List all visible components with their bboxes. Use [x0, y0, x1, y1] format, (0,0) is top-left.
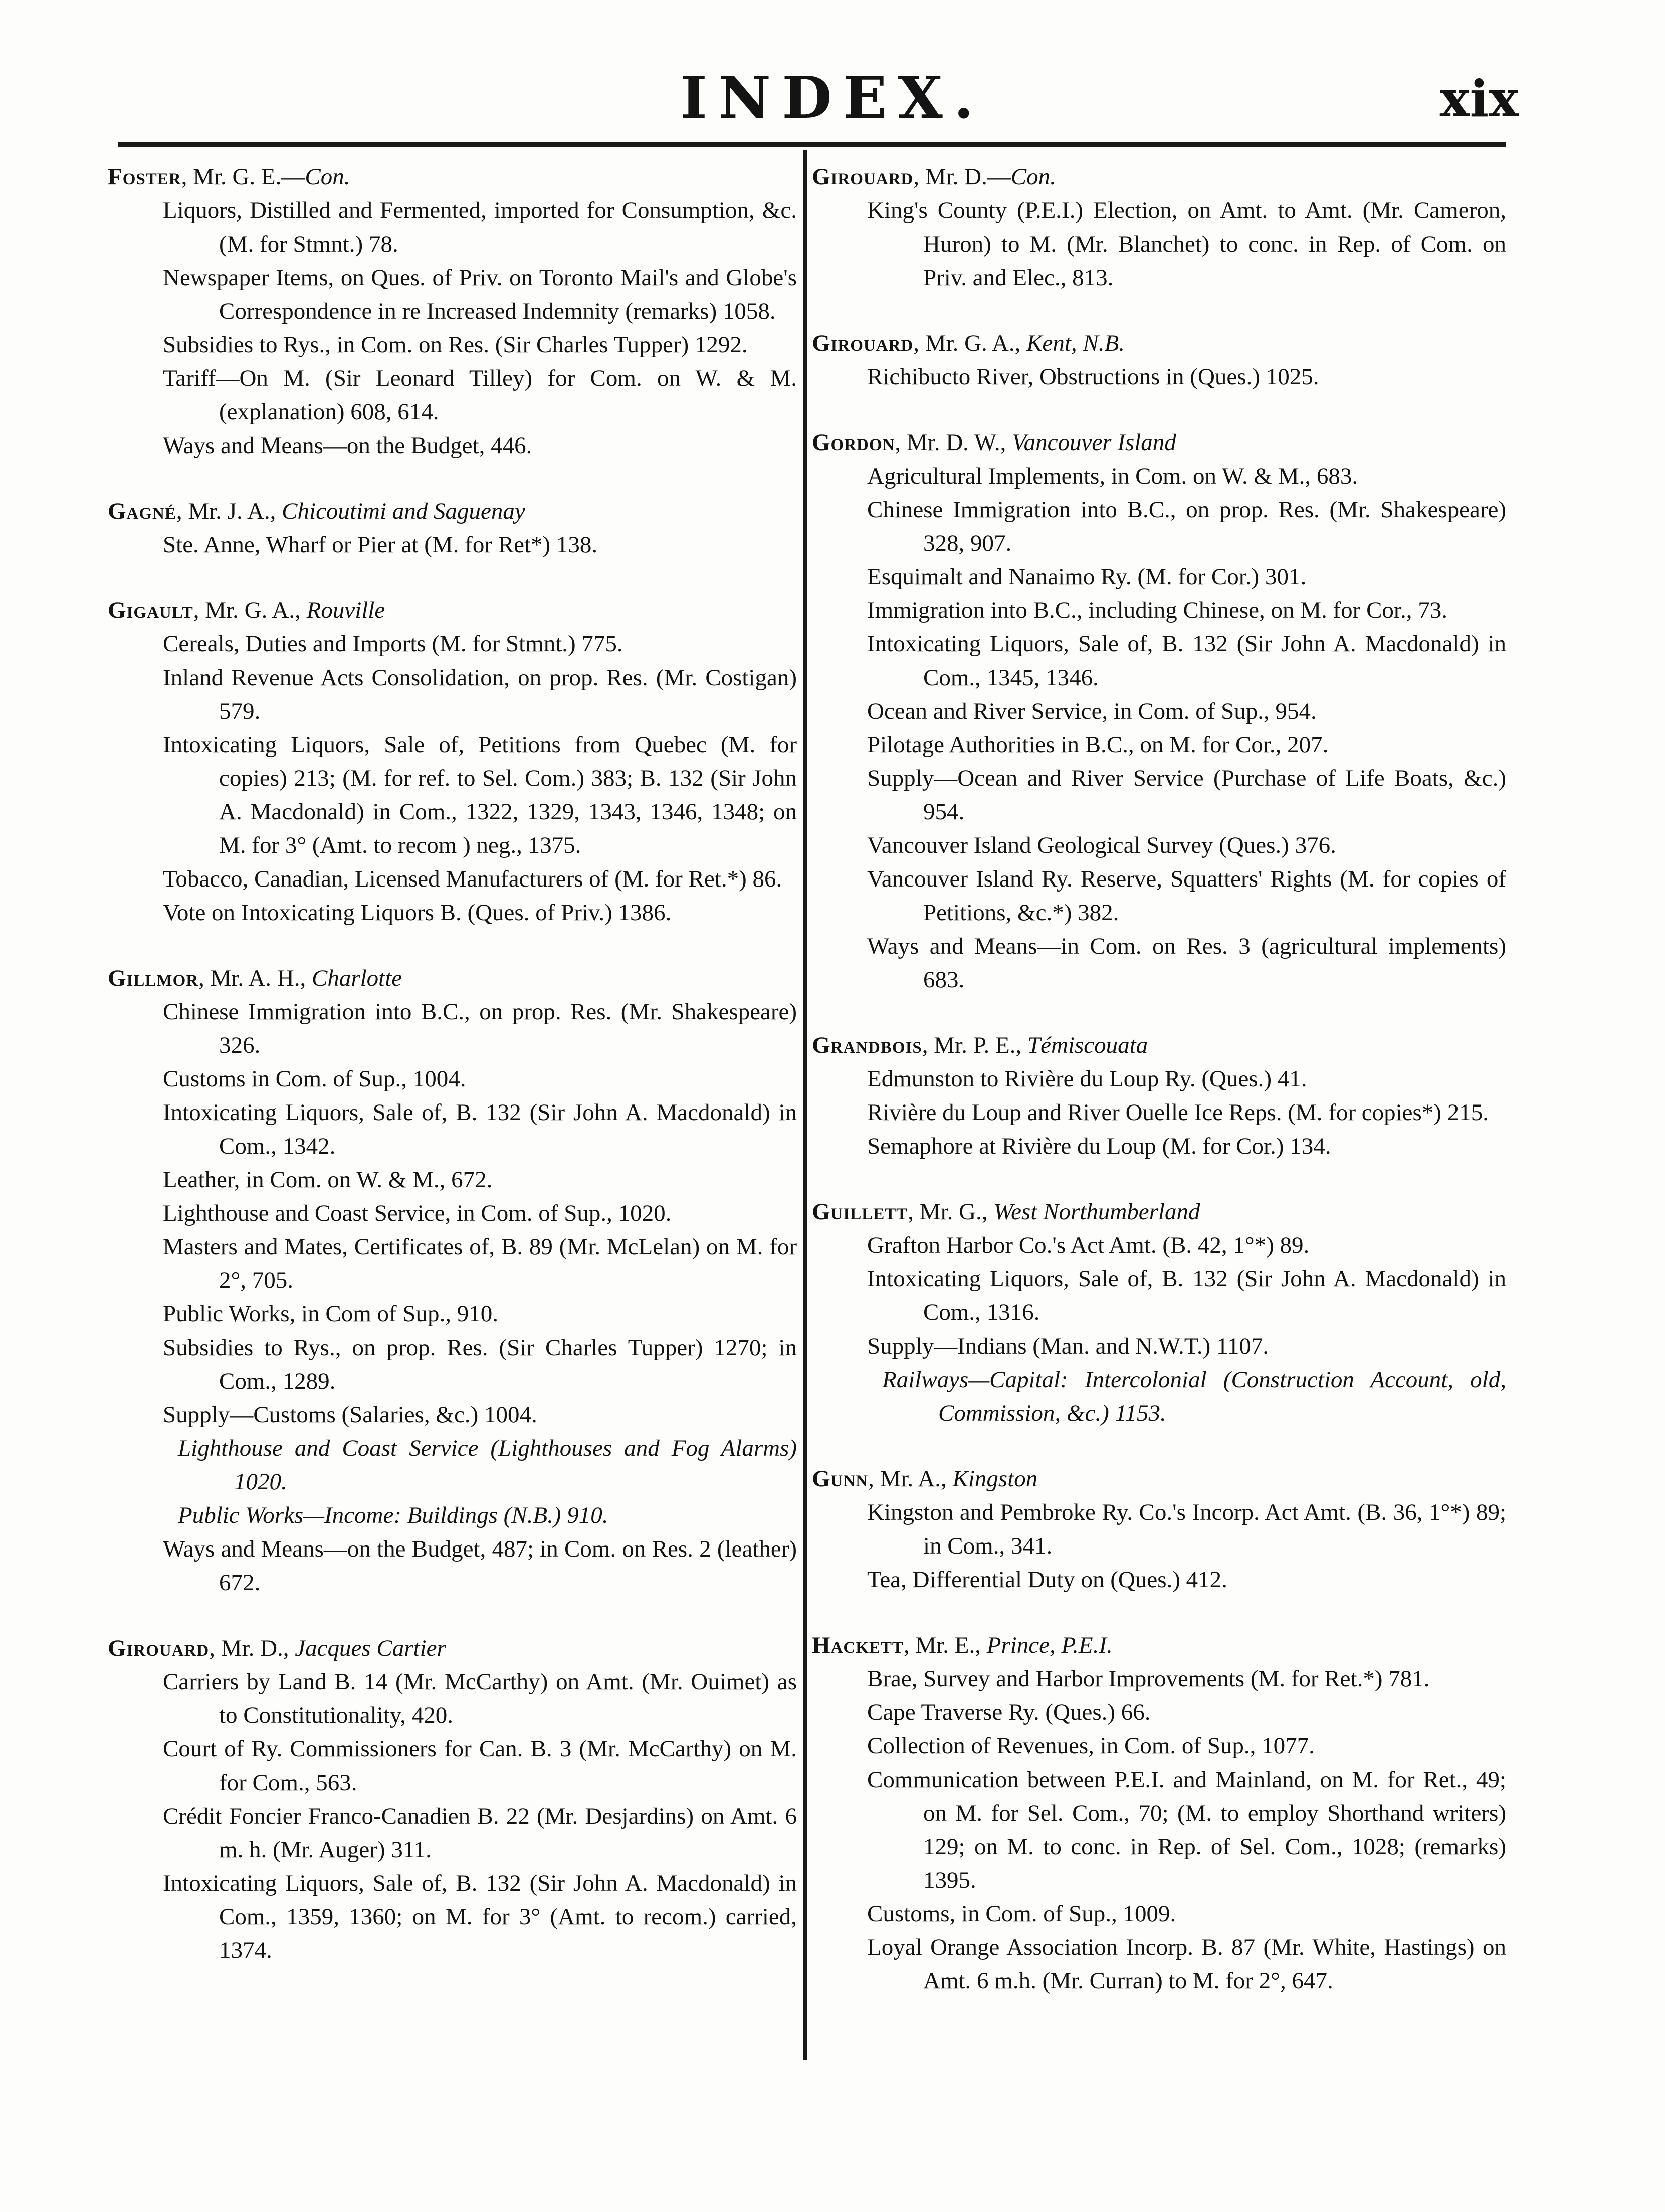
index-item: Ways and Means—on the Budget, 487; in Com. on Res. 2 (leather) 672.: [163, 1536, 797, 1596]
index-item: Crédit Foncier Franco-Canadien B. 22 (Mr. Desjardins) on Amt. 6 m. h. (Mr. Auger) 311.: [163, 1803, 797, 1863]
index-item: Carriers by Land B. 14 (Mr. McCarthy) on Amt. (Mr. Ouimet) as to Constitutionality, 420.: [163, 1669, 797, 1728]
index-item: Intoxicating Liquors, Sale of, B. 132 (Sir John A. Macdonald) in Com., 1345, 1346.: [867, 631, 1506, 691]
index-item: Ways and Means—on the Budget, 446.: [163, 432, 532, 459]
index-item: Vancouver Island Ry. Reserve, Squatters' Rights (M. for copies of Petitions, &c.*) 382.: [867, 866, 1506, 926]
member-constituency: Con.: [305, 164, 350, 190]
index-item: Inland Revenue Acts Consolidation, on prop. Res. (Mr. Costigan) 579.: [163, 665, 797, 724]
member-name: , Mr. D. W.,: [895, 429, 1012, 456]
index-item: Customs in Com. of Sup., 1004.: [163, 1066, 466, 1092]
member-constituency: Jacques Cartier: [295, 1635, 446, 1661]
member-surname: Guillett: [812, 1199, 908, 1225]
index-item: Tariff—On M. (Sir Leonard Tilley) for Com. on W. & M. (explanation) 608, 614.: [163, 365, 797, 425]
index-item: Chinese Immigration into B.C., on prop. Res. (Mr. Shakespeare) 328, 907.: [867, 497, 1506, 556]
index-item: Chinese Immigration into B.C., on prop. Res. (Mr. Shakespeare) 326.: [163, 999, 797, 1058]
index-item: Customs, in Com. of Sup., 1009.: [867, 1901, 1176, 1927]
member-surname: Gagné: [108, 498, 176, 524]
index-item: Leather, in Com. on W. & M., 672.: [163, 1167, 493, 1193]
member-name: , Mr. P. E.,: [922, 1032, 1028, 1058]
index-item: Ways and Means—in Com. on Res. 3 (agricultural implements) 683.: [867, 933, 1506, 993]
index-item: Ste. Anne, Wharf or Pier at (M. for Ret*) 138.: [163, 532, 598, 558]
entry-heading: [108, 160, 797, 194]
page-number: xix: [1439, 69, 1519, 128]
member-surname: Hackett: [812, 1632, 904, 1658]
index-item: Loyal Orange Association Incorp. B. 87 (Mr. White, Hastings) on Amt. 6 m.h. (Mr. Curran) to M. for 2°, 647.: [867, 1934, 1506, 1994]
index-item: Newspaper Items, on Ques. of Priv. on Toronto Mail's and Globe's Correspondence in re Increased Indemnity (remarks) 1058.: [163, 265, 797, 324]
index-entry: [812, 1462, 1506, 1597]
index-entry: [108, 594, 797, 930]
index-item: Cereals, Duties and Imports (M. for Stmnt.) 775.: [163, 631, 623, 657]
entry-heading: [812, 426, 1506, 460]
index-entry: [108, 495, 797, 562]
entry-heading: [108, 495, 797, 528]
index-item: Subsidies to Rys., on prop. Res. (Sir Charles Tupper) 1270; in Com., 1289.: [163, 1335, 797, 1394]
member-surname: Foster: [108, 164, 181, 190]
index-item: Court of Ry. Commissioners for Can. B. 3 (Mr. McCarthy) on M. for Com., 563.: [163, 1736, 797, 1796]
index-item: Communication between P.E.I. and Mainland, on M. for Ret., 49; on M. for Sel. Com., 70; (M. to employ Shorthand writers) 129; on M. to conc. in Rep. of Sel. Com., 1028; (remarks) 1395.: [867, 1766, 1506, 1893]
entry-heading: [108, 594, 797, 627]
index-entry: [108, 160, 797, 463]
index-item: King's County (P.E.I.) Election, on Amt. to Amt. (Mr. Cameron, Huron) to M. (Mr. Blanchet) to conc. in Rep. of Com. on Priv. and Elec., 813.: [867, 197, 1506, 291]
index-entry: [812, 327, 1506, 394]
index-item: Supply—Customs (Salaries, &c.) 1004.: [163, 1402, 537, 1428]
member-constituency: Prince, P.E.I.: [986, 1632, 1113, 1658]
member-constituency: Kingston: [952, 1466, 1038, 1492]
index-item: Brae, Survey and Harbor Improvements (M. for Ret.*) 781.: [867, 1666, 1430, 1692]
member-surname: Girouard: [812, 330, 914, 356]
member-surname: Grandbois: [812, 1032, 922, 1058]
index-item: Ocean and River Service, in Com. of Sup., 954.: [867, 698, 1317, 724]
index-entry: [812, 160, 1506, 295]
index-item: Richibucto River, Obstructions in (Ques.) 1025.: [867, 364, 1319, 390]
right-column: [812, 160, 1506, 2030]
member-name: , Mr. A. H.,: [198, 965, 312, 991]
member-constituency: Con.: [1010, 164, 1056, 190]
index-entry: [108, 962, 797, 1600]
member-name: , Mr. G. A.,: [913, 330, 1027, 356]
index-item: Liquors, Distilled and Fermented, imported for Consumption, &c. (M. for Stmnt.) 78.: [163, 197, 797, 257]
index-item: Tobacco, Canadian, Licensed Manufacturers of (M. for Ret.*) 86.: [163, 866, 782, 892]
index-item: Collection of Revenues, in Com. of Sup., 1077.: [867, 1733, 1315, 1759]
index-item: Lighthouse and Coast Service, in Com. of Sup., 1020.: [163, 1200, 672, 1226]
member-name: , Mr. G. A.,: [193, 597, 307, 623]
entry-heading: [812, 160, 1506, 194]
entry-heading: [812, 327, 1506, 360]
index-item: Intoxicating Liquors, Sale of, B. 132 (Sir John A. Macdonald) in Com., 1316.: [867, 1266, 1506, 1325]
member-name: , Mr. D.,: [209, 1635, 295, 1661]
index-entry: [812, 1195, 1506, 1430]
entry-heading: [812, 1629, 1506, 1662]
member-name: , Mr. G. E.—: [181, 164, 305, 190]
member-name: , Mr. J. A.,: [176, 498, 282, 524]
member-constituency: Rouville: [306, 597, 385, 623]
member-surname: Girouard: [812, 164, 914, 190]
index-item: Rivière du Loup and River Ouelle Ice Reps. (M. for copies*) 215.: [867, 1099, 1489, 1126]
index-item: Agricultural Implements, in Com. on W. & M., 683.: [867, 463, 1358, 489]
index-item: Lighthouse and Coast Service (Lighthouses and Fog Alarms) 1020.: [178, 1435, 797, 1495]
member-constituency: Kent, N.B.: [1026, 330, 1125, 356]
index-item: Supply—Ocean and River Service (Purchase of Life Boats, &c.) 954.: [867, 765, 1506, 825]
column-divider: [803, 150, 807, 2060]
entry-heading: [108, 962, 797, 995]
index-item: Grafton Harbor Co.'s Act Amt. (B. 42, 1°*) 89.: [867, 1232, 1310, 1258]
index-item: Intoxicating Liquors, Sale of, B. 132 (Sir John A. Macdonald) in Com., 1359, 1360; on M. for 3° (Amt. to recom.) carried, 1374.: [163, 1870, 797, 1963]
member-name: , Mr. A.,: [868, 1466, 953, 1492]
index-item: Vote on Intoxicating Liquors B. (Ques. of Priv.) 1386.: [163, 900, 672, 926]
entry-heading: [108, 1632, 797, 1665]
index-entry: [812, 426, 1506, 997]
member-surname: Gillmor: [108, 965, 199, 991]
index-item: Semaphore at Rivière du Loup (M. for Cor.) 134.: [867, 1133, 1331, 1159]
header-rule: [118, 142, 1506, 147]
member-constituency: Chicoutimi and Saguenay: [282, 498, 525, 524]
index-item: Tea, Differential Duty on (Ques.) 412.: [867, 1567, 1227, 1593]
index-item: Immigration into B.C., including Chinese, on M. for Cor., 73.: [867, 597, 1447, 623]
member-surname: Gordon: [812, 429, 895, 456]
member-name: , Mr. D.—: [913, 164, 1011, 190]
index-item: Vancouver Island Geological Survey (Ques.) 376.: [867, 832, 1336, 858]
member-name: , Mr. E.,: [903, 1632, 987, 1658]
index-item: Intoxicating Liquors, Sale of, Petitions from Quebec (M. for copies) 213; (M. for ref. to Sel. Com.) 383; B. 132 (Sir John A. Macdonald) in Com., 1322, 1329, 1343, 1346, 1348; on M. for 3° (Amt. to recom ) neg., 1375.: [163, 732, 797, 858]
index-entry: [812, 1029, 1506, 1163]
member-name: , Mr. G.,: [908, 1199, 994, 1225]
entry-heading: [812, 1029, 1506, 1062]
index-item: Public Works—Income: Buildings (N.B.) 910.: [178, 1502, 608, 1528]
member-constituency: Charlotte: [311, 965, 402, 991]
index-item: Edmunston to Rivière du Loup Ry. (Ques.) 41.: [867, 1066, 1307, 1092]
index-item: Intoxicating Liquors, Sale of, B. 132 (Sir John A. Macdonald) in Com., 1342.: [163, 1099, 797, 1159]
member-surname: Gigault: [108, 597, 193, 623]
left-column: [108, 160, 797, 2000]
member-surname: Girouard: [108, 1635, 210, 1661]
index-item: Kingston and Pembroke Ry. Co.'s Incorp. Act Amt. (B. 36, 1°*) 89; in Com., 341.: [867, 1499, 1506, 1559]
member-constituency: Vancouver Island: [1012, 429, 1176, 456]
page-title: INDEX.: [680, 64, 985, 132]
entry-heading: [812, 1195, 1506, 1229]
index-item: Cape Traverse Ry. (Ques.) 66.: [867, 1699, 1151, 1725]
member-surname: Gunn: [812, 1466, 869, 1492]
index-item: Supply—Indians (Man. and N.W.T.) 1107.: [867, 1333, 1269, 1359]
index-item: Esquimalt and Nanaimo Ry. (M. for Cor.) 301.: [867, 564, 1307, 590]
entry-heading: [812, 1462, 1506, 1496]
member-constituency: West Northumberland: [993, 1199, 1200, 1225]
index-item: Subsidies to Rys., in Com. on Res. (Sir Charles Tupper) 1292.: [163, 332, 748, 358]
member-constituency: Témiscouata: [1027, 1032, 1148, 1058]
index-item: Public Works, in Com of Sup., 910.: [163, 1301, 499, 1327]
index-entry: [108, 1632, 797, 1967]
index-item: Railways—Capital: Intercolonial (Construction Account, old, Commission, &c.) 1153.: [882, 1367, 1506, 1426]
index-entry: [812, 1629, 1506, 1998]
index-item: Pilotage Authorities in B.C., on M. for Cor., 207.: [867, 732, 1329, 758]
index-item: Masters and Mates, Certificates of, B. 89 (Mr. McLelan) on M. for 2°, 705.: [163, 1234, 797, 1293]
